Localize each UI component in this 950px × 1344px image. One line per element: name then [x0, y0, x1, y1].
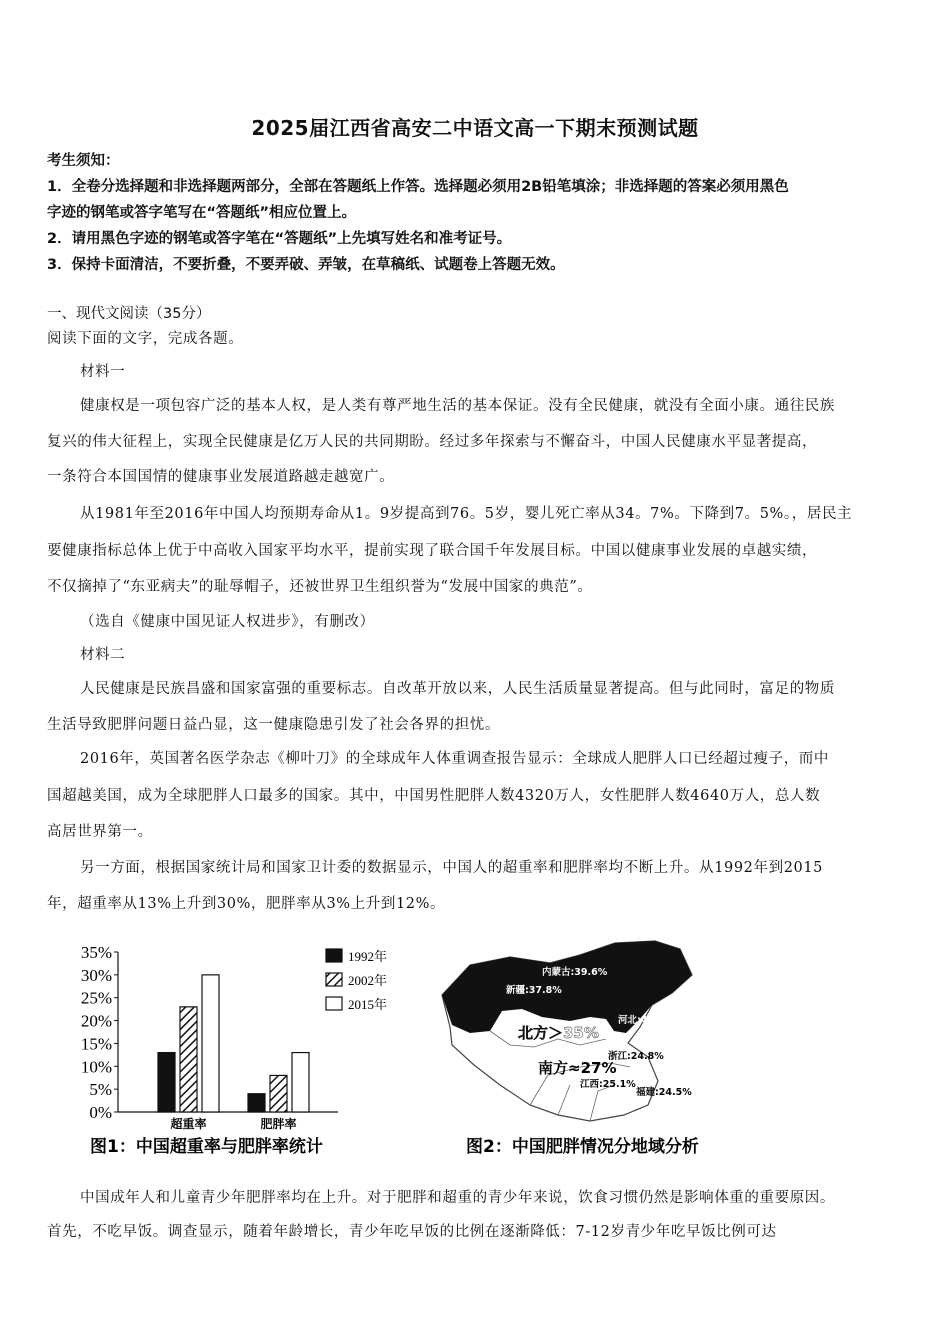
map-caption: 图2：中国肥胖情况分地域分析: [466, 1137, 699, 1157]
paragraph-line: 生活导致肥胖问题日益凸显，这一健康隐患引发了社会各界的担忧。: [47, 717, 500, 733]
map-label: 内蒙古:39.6%: [542, 967, 608, 978]
map-label: 浙江:24.8%: [608, 1051, 664, 1062]
chart-title: 图1：中国超重率与肥胖率统计: [90, 1137, 323, 1157]
map-label: 河北:41.9%: [618, 1015, 674, 1026]
paragraph-line: 首先，不吃早饭。调查显示，随着年龄增长，青少年吃早饭的比例在逐渐降低：7-12岁青少年吃早饭比例可达: [47, 1224, 777, 1240]
paragraph-line: 国超越美国，成为全球肥胖人口最多的国家。其中，中国男性肥胖人数4320万人，女性肥胖人数4640万人，总人数: [47, 788, 821, 804]
map-label: 福建:24.5%: [636, 1087, 692, 1098]
map-label: 北方＞35%: [518, 1024, 599, 1042]
map-label: 新疆:37.8%: [506, 985, 562, 996]
paragraph-line: 一条符合本国国情的健康事业发展道路越走越宽广。: [47, 469, 395, 485]
section-heading: 一、现代文阅读（35分）: [47, 306, 211, 322]
map-label: 南方≈27%: [538, 1059, 617, 1077]
notice-item: 字迹的钢笔或答字笔写在“答题纸”相应位置上。: [47, 205, 357, 221]
legend-label: 2015年: [348, 997, 388, 1012]
paragraph-line: 高居世界第一。: [47, 824, 153, 840]
legend-label: 2002年: [348, 973, 388, 988]
paragraph-line: 不仅摘掉了“东亚病夫”的耻辱帽子，还被世界卫生组织誉为“发展中国家的典范”。: [47, 579, 593, 595]
notice-item: 2．请用黑色字迹的钢笔或答字笔在“答题纸”上先填写姓名和准考证号。: [47, 231, 512, 247]
notice-item: 1．全卷分选择题和非选择题两部分，全部在答题纸上作答。选择题必须用2B铅笔填涂；非选择题的答案必须用黑色: [47, 179, 789, 195]
x-tick-label: 超重率: [170, 1117, 207, 1131]
paragraph-line: 健康权是一项包容广泛的基本人权，是人类有尊严地生活的基本保证。没有全民健康，就没有全面小康。通往民族: [80, 398, 835, 414]
section-instruction: 阅读下面的文字，完成各题。: [47, 331, 244, 347]
material-2-label: 材料二: [80, 647, 126, 663]
bar: [292, 1053, 309, 1112]
y-tick-label: 10%: [80, 1057, 112, 1077]
y-tick-label: 30%: [80, 965, 112, 985]
paragraph-line: 从1981年至2016年中国人均预期寿命从1。9岁提高到76。5岁，婴儿死亡率从34。7%。下降到7。5%。，居民主: [80, 506, 853, 522]
material-1-source: （选自《健康中国见证人权进步》，有删改）: [80, 614, 375, 630]
paragraph-line: 人民健康是民族昌盛和国家富强的重要标志。自改革开放以来，人民生活质量显著提高。但与此同时，富足的物质: [80, 681, 835, 697]
legend-label: 1992年: [348, 949, 388, 964]
bar: [180, 1007, 197, 1112]
map-label: 江西:25.1%: [580, 1079, 636, 1090]
y-tick-label: 20%: [80, 1011, 112, 1031]
obesity-map: [430, 935, 730, 1165]
notice-block: [47, 148, 907, 278]
x-tick-label: 肥胖率: [260, 1117, 297, 1131]
paragraph-line: 另一方面，根据国家统计局和国家卫计委的数据显示，中国人的超重率和肥胖率均不断上升。从1992年到2015: [80, 860, 823, 876]
paragraph-line: 复兴的伟大征程上，实现全民健康是亿万人民的共同期盼。经过多年探索与不懈奋斗，中国人民健康水平显著提高，: [47, 434, 818, 450]
material-1-label: 材料一: [80, 364, 126, 380]
notice-heading: 考生须知：: [47, 153, 120, 169]
y-tick-label: 35%: [80, 943, 112, 962]
bar-chart: [70, 935, 430, 1165]
bar: [248, 1094, 265, 1112]
y-tick-label: 25%: [80, 988, 112, 1008]
y-tick-label: 15%: [80, 1034, 112, 1054]
y-tick-label: 5%: [89, 1080, 112, 1100]
notice-item: 3．保持卡面清洁，不要折叠，不要弄破、弄皱，在草稿纸、试题卷上答题无效。: [47, 257, 565, 273]
paragraph-line: 年，超重率从13%上升到30%，肥胖率从3%上升到12%。: [47, 896, 446, 912]
y-tick-label: 0%: [89, 1103, 112, 1122]
bar: [158, 1053, 175, 1112]
paragraph-line: 2016年，英国著名医学杂志《柳叶刀》的全球成年人体重调查报告显示：全球成人肥胖人口已经超过瘦子，而中: [80, 751, 829, 767]
legend-swatch: [326, 949, 342, 962]
page-title: 2025届江西省高安二中语文高一下期末预测试题: [251, 116, 699, 140]
legend-swatch: [326, 973, 342, 986]
bar: [270, 1075, 287, 1112]
paragraph-line: 要健康指标总体上优于中高收入国家平均水平，提前实现了联合国千年发展目标。中国以健康事业发展的卓越实绩，: [47, 543, 818, 559]
paragraph-line: 中国成年人和儿童青少年肥胖率均在上升。对于肥胖和超重的青少年来说，饮食习惯仍然是影响体重的重要原因。: [80, 1190, 835, 1206]
legend-swatch: [326, 997, 342, 1010]
bar: [202, 975, 219, 1112]
